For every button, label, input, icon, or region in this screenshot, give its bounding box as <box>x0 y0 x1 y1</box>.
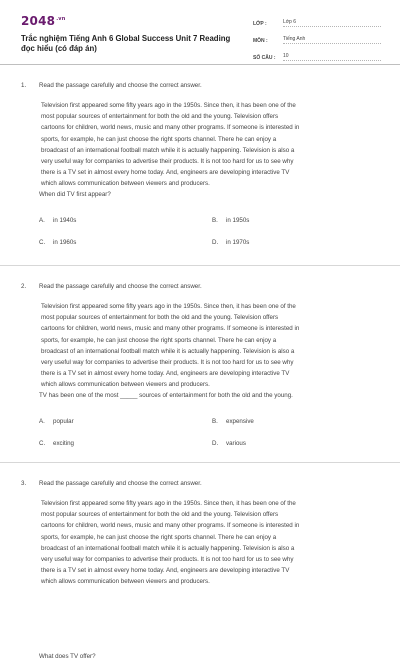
option-text: various <box>226 440 246 447</box>
passage-line: which allows communication between viewers and producers. <box>41 381 210 389</box>
meta-question-count <box>253 47 381 61</box>
answer-option-b[interactable] <box>212 418 254 425</box>
option-letter: B. <box>212 418 218 425</box>
option-text: in 1940s <box>53 217 77 224</box>
passage-line: there is a TV set in almost every home today. And, engineers are developing interactive TV <box>41 169 290 177</box>
passage-line: broadcast of an international football match while it is actually happening. Television is also a <box>41 146 295 154</box>
passage-line: Television first appeared some fifty years ago in the 1950s. Since then, it has been one of the <box>41 303 296 310</box>
answer-option-b[interactable] <box>212 217 249 224</box>
passage-line: very useful way for companies to advertise their products. It is not too hard for us to see why <box>41 359 294 367</box>
option-text: expensive <box>226 418 254 425</box>
answer-option-a[interactable] <box>39 217 76 224</box>
passage-line: most popular sources of entertainment for both the old and the young. Television offers <box>41 314 279 322</box>
meta-value: Lớp 6 <box>283 19 381 27</box>
passage-line: very useful way for companies to advertise their products. It is not too hard for us to see why <box>41 556 294 564</box>
passage-line: very useful way for companies to advertise their products. It is not too hard for us to see why <box>41 158 294 166</box>
option-text: in 1970s <box>226 239 250 246</box>
answer-option-d[interactable] <box>212 239 249 246</box>
meta-value: 10 <box>283 53 381 61</box>
meta-subject <box>253 30 381 44</box>
option-letter: D. <box>212 440 219 447</box>
passage-line: cartoons for children, world news, music and many other programs. If someone is interested in <box>41 522 300 530</box>
answer-option-c[interactable] <box>39 440 74 447</box>
meta-label: LỚP : <box>253 21 267 27</box>
question-number: 2. <box>21 283 27 290</box>
site-logo[interactable] <box>21 14 66 28</box>
meta-value: Tiếng Anh <box>283 36 381 44</box>
meta-label: MÔN : <box>253 38 268 44</box>
option-letter: C. <box>39 440 46 447</box>
passage-line: cartoons for children, world news, music and many other programs. If someone is interested in <box>41 124 300 132</box>
question-3 <box>0 463 400 663</box>
passage-line: Television first appeared some fifty years ago in the 1950s. Since then, it has been one of the <box>41 500 296 507</box>
passage-line: there is a TV set in almost every home today. And, engineers are developing interactive TV <box>41 370 290 378</box>
worksheet-title: Trắc nghiệm Tiếng Anh 6 Global Success Unit 7 Reading đọc hiểu (có đáp án) <box>21 34 231 53</box>
option-text: popular <box>53 418 74 425</box>
passage-line: which allows communication between viewers and producers. <box>41 578 210 586</box>
question-prompt: What does TV offer? <box>39 653 96 660</box>
question-prompt: TV has been one of the most _____ sources of entertainment for both the old and the young. <box>39 392 293 399</box>
passage-line: sports, for example, he can just choose the right sports channel. There he can enjoy a <box>41 533 277 541</box>
passage-line: most popular sources of entertainment for both the old and the young. Television offers <box>41 511 279 519</box>
option-text: in 1950s <box>226 217 250 224</box>
question-instruction: Read the passage carefully and choose the correct answer. <box>39 283 202 290</box>
question-2 <box>0 266 400 463</box>
answer-option-a[interactable] <box>39 418 74 425</box>
passage-line: Television first appeared some fifty years ago in the 1950s. Since then, it has been one of the <box>41 102 296 109</box>
passage-line: there is a TV set in almost every home today. And, engineers are developing interactive TV <box>41 567 290 575</box>
passage-line: broadcast of an international football match while it is actually happening. Television is also a <box>41 544 295 552</box>
meta-label: SỐ CÂU : <box>253 55 276 61</box>
question-instruction: Read the passage carefully and choose the correct answer. <box>39 82 202 89</box>
passage-line: sports, for example, he can just choose the right sports channel. There he can enjoy a <box>41 336 277 344</box>
question-number: 3. <box>21 480 27 487</box>
reading-passage <box>39 498 381 588</box>
passage-line: broadcast of an international football match while it is actually happening. Television is also a <box>41 347 295 355</box>
worksheet-meta <box>253 13 381 64</box>
reading-passage <box>39 301 381 391</box>
worksheet-header <box>0 0 400 65</box>
passage-line: cartoons for children, world news, music and many other programs. If someone is interested in <box>41 325 300 333</box>
passage-line: which allows communication between viewers and producers. <box>41 180 210 188</box>
answer-option-d[interactable] <box>212 440 246 447</box>
question-instruction: Read the passage carefully and choose the correct answer. <box>39 480 202 487</box>
option-letter: A. <box>39 418 45 425</box>
passage-line: sports, for example, he can just choose the right sports channel. There he can enjoy a <box>41 135 277 143</box>
option-text: exciting <box>53 440 74 447</box>
reading-passage <box>39 100 381 190</box>
option-letter: A. <box>39 217 45 224</box>
logo-text: 2048 <box>21 14 56 28</box>
meta-grade <box>253 13 381 27</box>
option-letter: C. <box>39 239 46 246</box>
option-letter: D. <box>212 239 219 246</box>
question-number: 1. <box>21 82 27 89</box>
option-text: in 1960s <box>53 239 77 246</box>
option-letter: B. <box>212 217 218 224</box>
question-1 <box>0 65 400 266</box>
question-prompt: When did TV first appear? <box>39 191 111 198</box>
answer-option-c[interactable] <box>39 239 76 246</box>
logo-suffix: .vn <box>56 16 66 22</box>
passage-line: most popular sources of entertainment for both the old and the young. Television offers <box>41 113 279 121</box>
